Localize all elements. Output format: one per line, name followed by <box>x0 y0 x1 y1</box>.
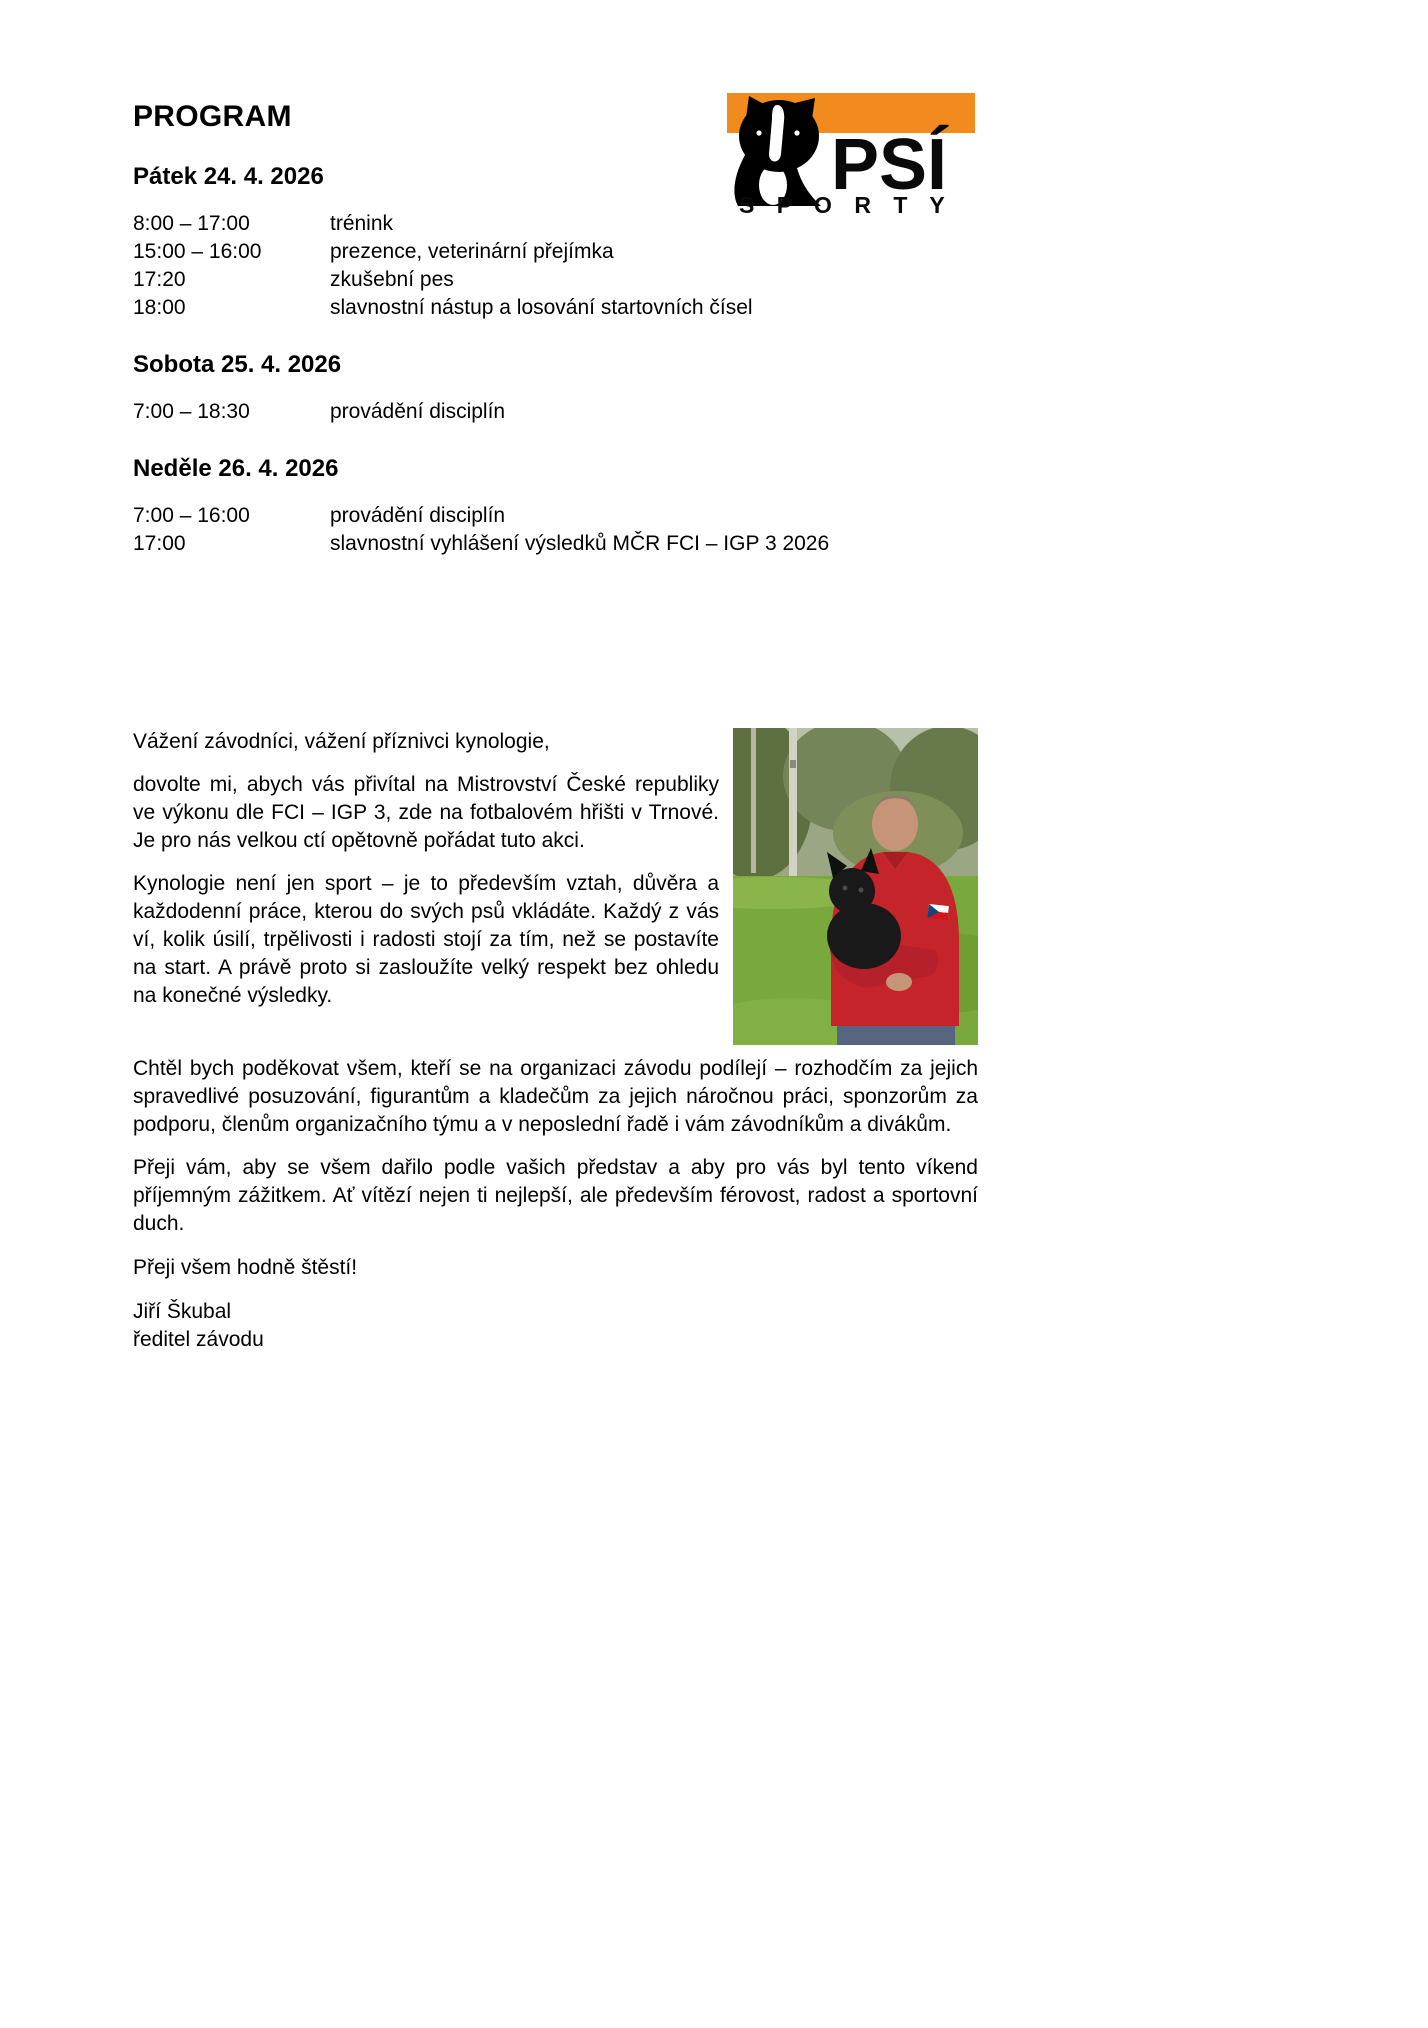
day-rows <box>133 398 978 426</box>
time-label: 17:20 <box>133 268 186 291</box>
time-label: 7:00 – 18:30 <box>133 400 250 423</box>
time-label: 15:00 – 16:00 <box>133 240 262 263</box>
activity-label: provádění disciplín <box>330 504 506 527</box>
schedule-row <box>133 530 978 558</box>
activity-label: zkušební pes <box>330 268 454 291</box>
letter-paragraph: Kynologie není jen sport – je to především vztah, důvěra a každodenní práce, kterou do svých psů vkládáte. Každý z vás ví, kolik úsilí, trpělivosti i radosti stojí za tím, než se postavíte na start. A právě proto si zasloužíte velký respekt bez ohledu na konečné výsledky. <box>133 872 719 1007</box>
schedule-row <box>133 266 978 294</box>
activity-label: provádění disciplín <box>330 400 506 423</box>
schedule-day-friday <box>133 162 978 322</box>
letter-paragraph: Chtěl bych poděkovat všem, kteří se na organizaci závodu podílejí – rozhodčím za jejich spravedlivé posuzování, figurantům a kladečům za jejich náročnou práci, sponzorům za podporu, členům organizačního týmu a v neposlední řadě i vám závodníkům a divákům. <box>133 1057 978 1136</box>
activity-label: slavnostní nástup a losování startovních čísel <box>330 296 753 319</box>
page-title: PROGRAM <box>133 100 292 133</box>
day-heading: Neděle 26. 4. 2026 <box>133 455 339 482</box>
schedule-row <box>133 398 978 426</box>
time-label: 18:00 <box>133 296 186 319</box>
letter-salutation: Vážení závodníci, vážení příznivci kynologie, <box>133 730 550 753</box>
schedule-row <box>133 502 978 530</box>
letter-paragraph: dovolte mi, abych vás přivítal na Mistrovství České republiky ve výkonu dle FCI – IGP 3, zde na fotbalovém hřišti v Trnové. Je pro nás velkou ctí opětovně pořádat tuto akci. <box>133 773 719 852</box>
schedule-row <box>133 294 978 322</box>
time-label: 17:00 <box>133 532 186 555</box>
time-label: 7:00 – 16:00 <box>133 504 250 527</box>
event-director-photo <box>733 728 978 1045</box>
signature-role: ředitel závodu <box>133 1328 264 1351</box>
signature-block <box>133 1298 978 1354</box>
activity-label: prezence, veterinární přejímka <box>330 240 614 263</box>
schedule <box>133 162 978 558</box>
day-rows <box>133 502 978 558</box>
time-label: 8:00 – 17:00 <box>133 212 250 235</box>
schedule-row <box>133 210 978 238</box>
welcome-letter <box>133 728 978 1354</box>
letter-closing: Přeji všem hodně štěstí! <box>133 1256 358 1279</box>
schedule-day-sunday <box>133 454 978 558</box>
letter-paragraph: Přeji vám, aby se všem dařilo podle vašich představ a aby pro vás byl tento víkend příjemným zážitkem. Ať vítězí nejen ti nejlepší, ale především férovost, radost a sportovní duch. <box>133 1156 978 1235</box>
logo-text-psi: PSÍ <box>831 125 948 205</box>
document-content <box>133 100 978 1354</box>
activity-label: slavnostní vyhlášení výsledků MČR FCI – IGP 3 2026 <box>330 532 830 555</box>
czech-flag-icon <box>928 904 949 920</box>
activity-label: trénink <box>330 212 394 235</box>
day-rows <box>133 210 978 322</box>
logo-text-sporty: S P O R T Y <box>739 192 953 217</box>
schedule-day-saturday <box>133 350 978 426</box>
day-heading: Pátek 24. 4. 2026 <box>133 163 324 190</box>
day-heading: Sobota 25. 4. 2026 <box>133 351 342 378</box>
schedule-row <box>133 238 978 266</box>
signature-name: Jiří Škubal <box>133 1300 232 1323</box>
photo-image <box>733 728 978 1045</box>
